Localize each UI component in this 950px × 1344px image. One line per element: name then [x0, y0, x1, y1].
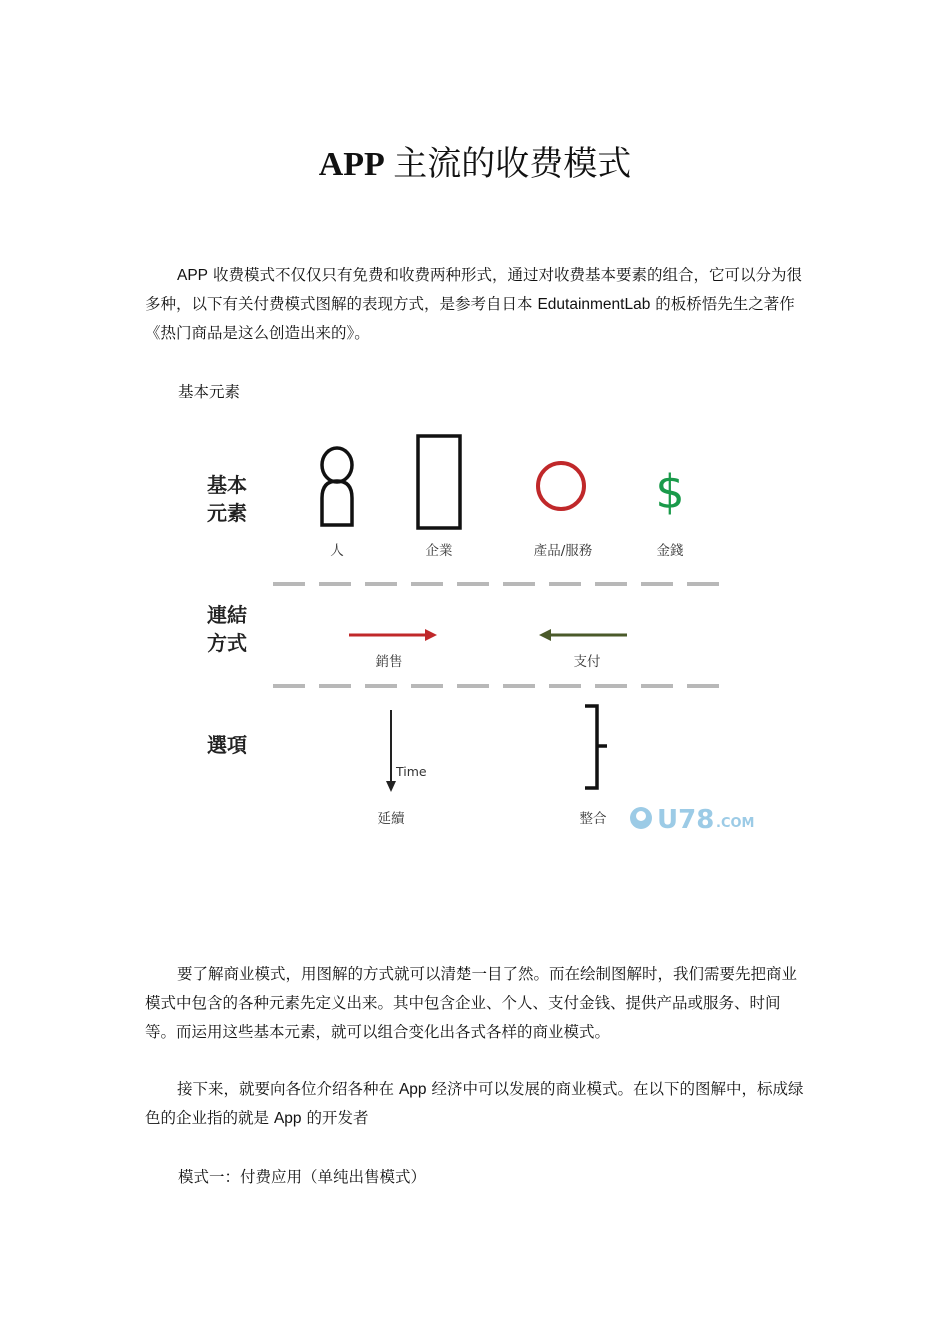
- watermark-logo: [630, 805, 754, 835]
- label-integrate: 整合: [579, 811, 607, 827]
- basic-elements-diagram: [195, 428, 760, 848]
- row-label-link-a: 連結: [207, 603, 247, 627]
- person-icon: [322, 448, 352, 525]
- para1-app: APP: [177, 267, 209, 284]
- label-company: 企業: [425, 543, 453, 559]
- row-label-basic-a: 基本: [207, 473, 247, 497]
- row-label-link-b: 方式: [207, 631, 247, 655]
- payment-arrow-icon: [539, 629, 627, 641]
- para1-text: 收费模式不仅仅只有免费和收费两种形式，通过对收费基本要素的组合，它可以分为很多种，以下有关付费模式图解的表现方式，是参考自日本: [145, 266, 802, 313]
- label-sale: 銷售: [375, 654, 403, 670]
- heading-basic-elements: 基本元素: [178, 383, 241, 401]
- para2-text: 要了解商业模式，用图解的方式就可以清楚一目了然。而在绘制图解时，我们需要先把商业模式中包含的各种元素先定义出来。其中包含企业、个人、支付金钱、提供产品或服务、时间等。而运用这些基本元素，就可以组合变化出各式各样的商业模式。: [145, 965, 798, 1041]
- para1-text-end: 的板桥悟先生之著作《热门商品是这么创造出来的》。: [145, 295, 795, 342]
- title-rest: 主流的收费模式: [384, 146, 632, 183]
- intro-paragraph: [145, 261, 810, 348]
- label-money: 金錢: [656, 543, 684, 559]
- heading-mode-one: 模式一：付费应用（单纯出售模式）: [178, 1168, 427, 1186]
- document-title: [0, 136, 950, 185]
- label-continue: 延續: [377, 811, 405, 827]
- integrate-bracket-icon: [585, 706, 607, 788]
- company-icon: [418, 436, 460, 528]
- body-paragraph-3: [145, 1075, 810, 1133]
- row-label-basic-b: 元素: [207, 501, 247, 525]
- para3-app-2: App: [273, 1110, 302, 1127]
- body-paragraph-2: [145, 960, 810, 1047]
- label-time: Time: [396, 764, 427, 779]
- watermark-suffix: .COM: [716, 816, 755, 831]
- label-person: 人: [330, 543, 344, 559]
- para3-text-e: 的开发者: [301, 1109, 369, 1127]
- money-icon: $: [655, 465, 685, 519]
- para1-edutainment: EdutainmentLab: [537, 296, 651, 313]
- time-arrow-icon: [386, 710, 396, 792]
- product-service-icon: [538, 463, 584, 509]
- para3-app-1: App: [398, 1081, 427, 1098]
- para3-text-a: 接下来，就要向各位介绍各种在: [177, 1080, 399, 1098]
- label-product: 產品/服務: [533, 543, 593, 559]
- sale-arrow-icon: [349, 629, 437, 641]
- title-latin: APP: [318, 146, 385, 183]
- label-payment: 支付: [573, 654, 601, 670]
- diagram-svg: [195, 428, 760, 848]
- watermark-text: U78: [657, 805, 715, 835]
- row-label-options: 選項: [207, 733, 247, 757]
- para3-text-c: 经济中可以发展的商业模式。在以下的图解中，标成绿色的企业指的就是: [145, 1080, 804, 1127]
